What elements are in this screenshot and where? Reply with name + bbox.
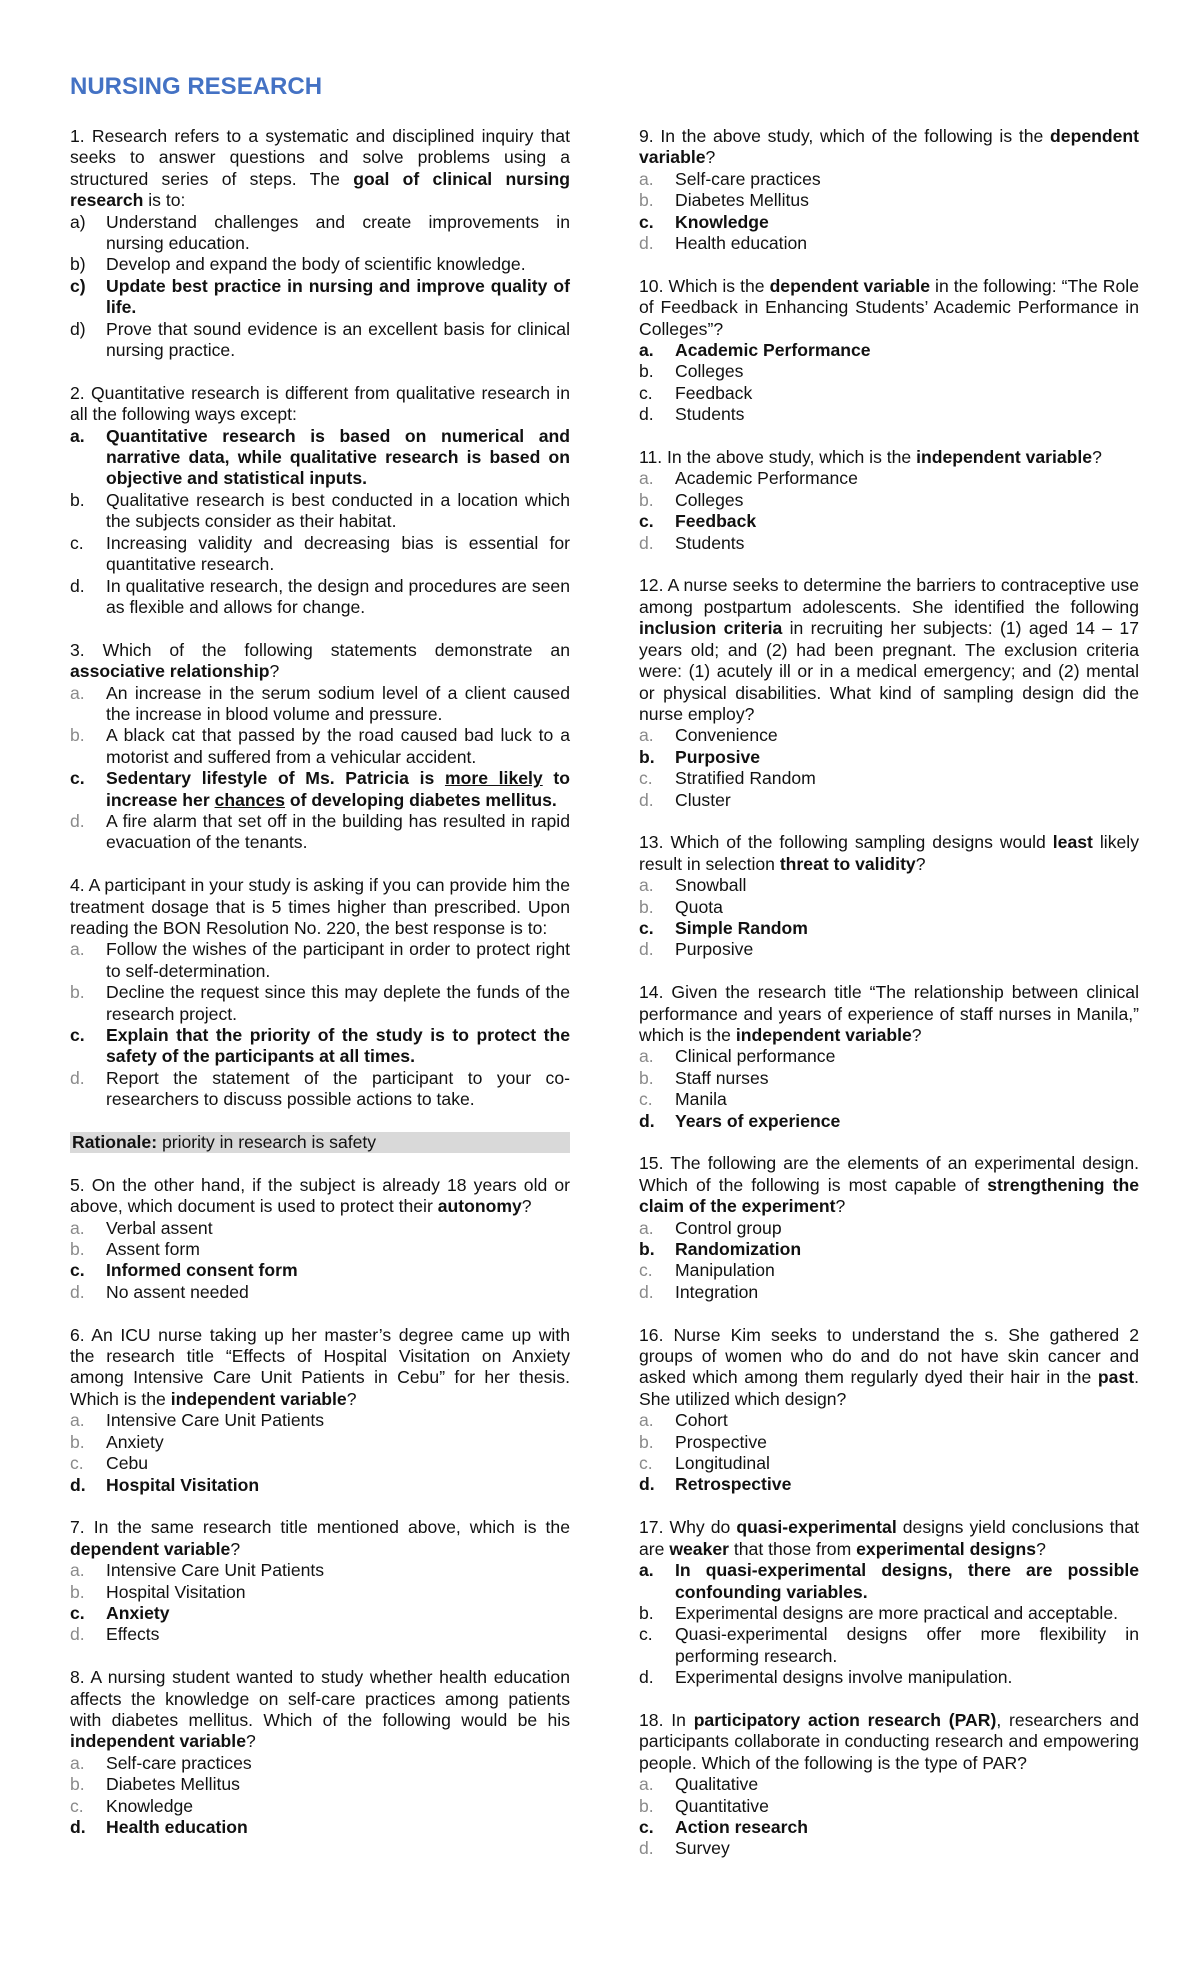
- option-b: b. Anxiety: [70, 1431, 164, 1452]
- option-c: c. Longitudinal: [639, 1453, 770, 1474]
- question-8: [70, 1667, 570, 1838]
- option-a: a. Clinical performance: [639, 1046, 836, 1067]
- question-stem: 12. A nurse seeks to determine the barriers to contraceptive use among postpartum adolescents. She identified the following inclusion criteria in recruiting her subjects: (1) aged 14 – 17 years old; and (2) had been pregnant. The exclusion criteria were: (1) acutely ill or in a medical emergency; and (2) mental or physical disabilities. What kind of sampling design did the nurse employ?: [639, 575, 1139, 724]
- option-a: a. Self-care practices: [70, 1752, 252, 1773]
- question-17: [639, 1517, 1139, 1688]
- option-d-correct: d. Retrospective: [639, 1474, 792, 1495]
- option-b: b. Diabetes Mellitus: [70, 1774, 240, 1795]
- question-stem: 9. In the above study, which of the following is the dependent variable?: [639, 126, 1139, 168]
- option-b: b. A black cat that passed by the road caused bad luck to a motorist and suffered from a vehicular accident.: [70, 725, 570, 767]
- question-stem: 17. Why do quasi-experimental designs yield conclusions that are weaker that those from experimental designs?: [639, 1517, 1139, 1559]
- question-stem: 13. Which of the following sampling designs would least likely result in selection threat to validity?: [639, 832, 1139, 874]
- question-3: [70, 640, 570, 854]
- option-b: b) Develop and expand the body of scientific knowledge.: [70, 254, 526, 275]
- question-6: [70, 1325, 570, 1496]
- option-c: c. Feedback: [639, 382, 753, 403]
- question-stem: 18. In participatory action research (PAR), researchers and participants collaborate in conducting research and empowering people. Which of the following is the type of PAR?: [639, 1709, 1139, 1773]
- question-stem: 3. Which of the following statements demonstrate an associative relationship?: [70, 639, 570, 682]
- option-c: c. Stratified Random: [639, 768, 816, 789]
- question-stem: 7. In the same research title mentioned above, which is the dependent variable?: [70, 1517, 570, 1559]
- question-2: [70, 383, 570, 618]
- question-stem: 14. Given the research title “The relationship between clinical performance and years of experience of staff nurses in Manila,” which is the independent variable?: [639, 982, 1139, 1045]
- option-b-correct: b. Randomization: [639, 1239, 802, 1260]
- question-16: [639, 1325, 1139, 1496]
- option-c: c. Knowledge: [70, 1795, 194, 1816]
- question-stem: 15. The following are the elements of an experimental design. Which of the following is most capable of strengthening the claim of the experiment?: [639, 1153, 1139, 1217]
- option-c-correct: c) Update best practice in nursing and improve quality of life.: [70, 275, 570, 318]
- option-a: a. Intensive Care Unit Patients: [70, 1410, 325, 1431]
- question-14: [639, 982, 1139, 1132]
- option-b: b. Qualitative research is best conducted in a location which the subjects consider as their habitat.: [70, 489, 570, 532]
- option-d: d. Students: [639, 532, 745, 553]
- option-b: b. Decline the request since this may deplete the funds of the research project.: [70, 982, 570, 1024]
- option-a: a. Intensive Care Unit Patients: [70, 1560, 325, 1581]
- option-c-correct: c. Feedback: [639, 511, 757, 532]
- question-7: [70, 1517, 570, 1645]
- question-4: [70, 875, 570, 1110]
- option-a: a. Qualitative: [639, 1774, 759, 1795]
- option-b: b. Staff nurses: [639, 1067, 769, 1088]
- question-stem: 1. Research refers to a systematic and disciplined inquiry that seeks to answer questions and solve problems using a structured series of steps. The goal of clinical nursing research is to:: [70, 126, 570, 211]
- option-a: a. Academic Performance: [639, 468, 858, 489]
- question-10: [639, 276, 1139, 426]
- option-b: b. Quantitative: [639, 1795, 769, 1816]
- page-title: NURSING RESEARCH: [70, 73, 323, 100]
- question-5: [70, 1175, 570, 1303]
- option-c-correct: c. Simple Random: [639, 917, 808, 938]
- question-12: [639, 575, 1139, 810]
- question-stem: 5. On the other hand, if the subject is already 18 years old or above, which document is used to protect their autonomy?: [70, 1174, 570, 1217]
- option-a: a. Cohort: [639, 1410, 728, 1431]
- option-b: b. Assent form: [70, 1239, 200, 1260]
- option-d: d. Report the statement of the participant to your co-researchers to discuss possible actions to take.: [70, 1067, 570, 1110]
- option-a: a. Self-care practices: [639, 168, 821, 189]
- option-d: d. Purposive: [639, 939, 754, 960]
- option-a-correct: a. Quantitative research is based on numerical and narrative data, while qualitative research is based on objective and statistical inputs.: [70, 425, 570, 489]
- option-c-correct: c. Explain that the priority of the study is to protect the safety of the participants at all times.: [70, 1025, 570, 1067]
- option-b: b. Quota: [639, 896, 723, 917]
- option-d-correct: d. Years of experience: [639, 1110, 841, 1131]
- question-11: [639, 447, 1139, 554]
- question-stem: 8. A nursing student wanted to study whether health education affects the knowledge on self-care practices among patients with diabetes mellitus. Which of the following would be his independent variable?: [70, 1667, 570, 1752]
- option-c-correct: c. Sedentary lifestyle of Ms. Patricia is more likely to increase her chances of developing diabetes mellitus.: [70, 768, 571, 810]
- option-d: d) Prove that sound evidence is an excellent basis for clinical nursing practice.: [70, 318, 570, 361]
- option-a: a. An increase in the serum sodium level of a client caused the increase in blood volume and pressure.: [70, 682, 570, 724]
- option-c: c. Cebu: [70, 1453, 149, 1474]
- option-a: a. Snowball: [639, 875, 747, 896]
- option-a: a. Convenience: [639, 725, 778, 746]
- option-d: d. No assent needed: [70, 1281, 249, 1302]
- option-c-correct: c. Anxiety: [70, 1602, 170, 1623]
- option-c: c. Manipulation: [639, 1260, 775, 1281]
- option-a: a) Understand challenges and create improvements in nursing education.: [70, 211, 570, 254]
- question-stem: 4. A participant in your study is asking if you can provide him the treatment dosage that is 5 times higher than prescribed. Upon reading the BON Resolution No. 220, the best response is to:: [70, 875, 570, 938]
- option-c: c. Increasing validity and decreasing bias is essential for quantitative research.: [70, 532, 570, 575]
- option-c-correct: c. Knowledge: [639, 211, 769, 232]
- option-d: d. Cluster: [639, 789, 731, 810]
- option-a: a. Follow the wishes of the participant in order to protect right to self-determination.: [70, 939, 570, 981]
- question-stem: 2. Quantitative research is different from qualitative research in all the following ways except:: [70, 382, 570, 425]
- option-c: c. Quasi-experimental designs offer more flexibility in performing research.: [639, 1624, 1139, 1666]
- question-stem: 16. Nurse Kim seeks to understand the s. She gathered 2 groups of women who do and do not have skin cancer and asked which among them regularly dyed their hair in the past. She utilized which design?: [639, 1324, 1139, 1409]
- option-d: d. Survey: [639, 1838, 730, 1859]
- question-1: [70, 126, 570, 361]
- option-d-correct: d. Hospital Visitation: [70, 1474, 260, 1495]
- option-d: d. Health education: [639, 233, 808, 254]
- option-c-correct: c. Action research: [639, 1816, 808, 1837]
- option-d: d. In qualitative research, the design and procedures are seen as flexible and allows for change.: [70, 575, 570, 617]
- right-column: [639, 126, 1139, 1881]
- question-15: [639, 1153, 1139, 1303]
- question-9: [639, 126, 1139, 254]
- option-b-correct: b. Purposive: [639, 746, 761, 767]
- option-a: a. Control group: [639, 1217, 782, 1238]
- question-13: [639, 832, 1139, 960]
- option-d-correct: d. Health education: [70, 1816, 248, 1837]
- option-d: d. Experimental designs involve manipulation.: [639, 1667, 1013, 1688]
- question-stem: 10. Which is the dependent variable in the following: “The Role of Feedback in Enhancing Students’ Academic Performance in Colleges”?: [639, 275, 1139, 339]
- option-c: c. Manila: [639, 1089, 727, 1110]
- question-stem: 11. In the above study, which is the independent variable?: [639, 447, 1102, 468]
- rationale-box: Rationale: priority in research is safety: [70, 1132, 570, 1153]
- left-column: [70, 126, 570, 1860]
- option-d: d. Integration: [639, 1281, 759, 1302]
- option-b: b. Prospective: [639, 1431, 767, 1452]
- option-b: b. Colleges: [639, 361, 744, 382]
- option-a: a. Verbal assent: [70, 1217, 213, 1238]
- option-b: b. Diabetes Mellitus: [639, 190, 809, 211]
- option-d: d. Students: [639, 404, 745, 425]
- option-a-correct: a. In quasi-experimental designs, there are possible confounding variables.: [639, 1560, 1139, 1602]
- option-b: b. Colleges: [639, 489, 744, 510]
- option-b: b. Hospital Visitation: [70, 1581, 246, 1602]
- option-c-correct: c. Informed consent form: [70, 1260, 298, 1281]
- option-a-correct: a. Academic Performance: [639, 340, 871, 361]
- question-18: [639, 1710, 1139, 1860]
- option-d: d. A fire alarm that set off in the building has resulted in rapid evacuation of the tenants.: [70, 810, 570, 853]
- question-stem: 6. An ICU nurse taking up her master’s degree came up with the research title “Effects of Hospital Visitation on Anxiety among Intensive Care Unit Patients in Cebu” for her thesis. Which is the independent variable?: [70, 1324, 570, 1409]
- option-d: d. Effects: [70, 1624, 160, 1645]
- option-b: b. Experimental designs are more practical and acceptable.: [639, 1602, 1119, 1623]
